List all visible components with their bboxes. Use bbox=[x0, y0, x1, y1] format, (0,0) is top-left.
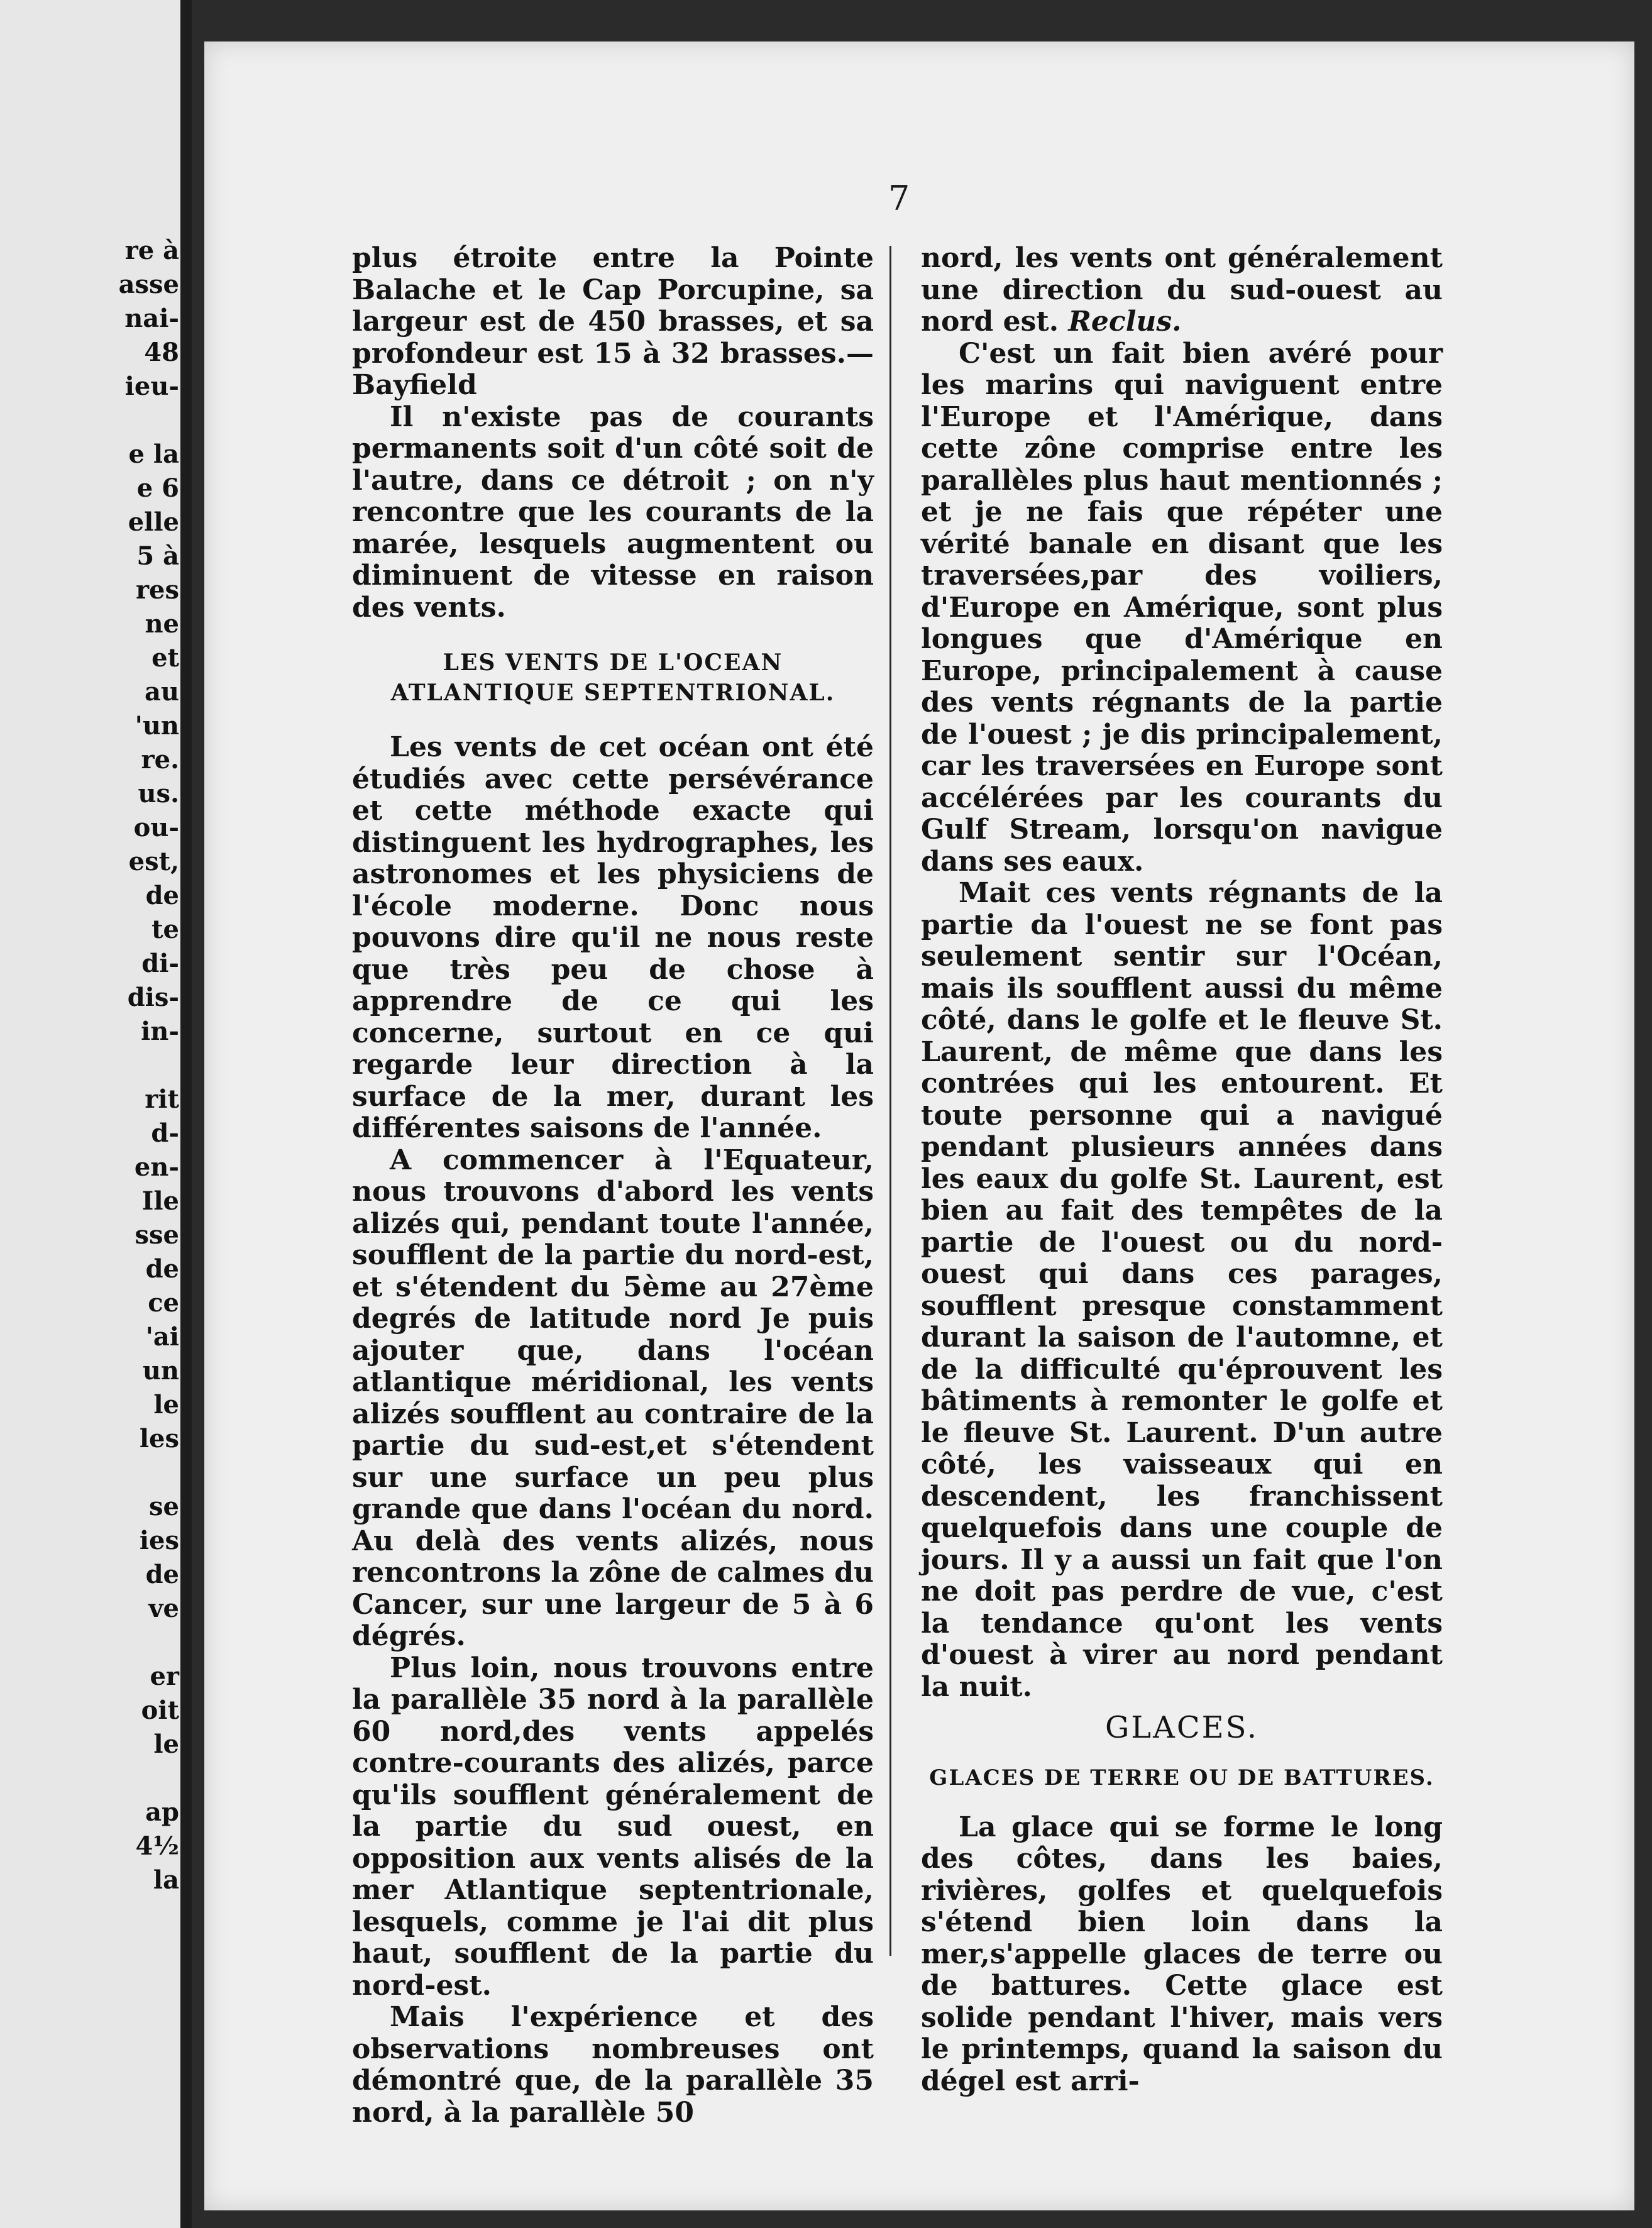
adjacent-page bbox=[0, 0, 192, 2228]
page-gutter bbox=[180, 0, 192, 2228]
citation: Reclus. bbox=[1068, 306, 1182, 338]
paragraph: C'est un fait bien avéré pour les marins qui naviguent entre l'Europe et l'Amérique, dans cette zône comprise entre les parallèles plus haut mentionnés ; et je ne fais que répéter une vérité banale en disant que les traversées,par des voiliers, d'Europe en Amérique, sont plus longues que d'Amérique en Europe, principalement à cause des vents régnants de la partie de l'ouest ; je dis principalement, car les traversées en Europe sont accélérées par les courants du Gulf Stream, lorsqu'on navigue dans ses eaux. bbox=[921, 337, 1443, 878]
paragraph: Mais l'expérience et des observations nombreuses ont démontré que, de la parallèle 35 nord, à la parallèle 50 bbox=[352, 2001, 874, 2129]
paragraph: La glace qui se forme le long des côtes, dans les baies, rivières, golfes et quelquefois s'étend bien loin dans la mer,s'appelle glaces de terre ou de battures. Cette glace est solide pendant l'hiver, mais vers le printemps, quand la saison du dégel est arri- bbox=[921, 1811, 1443, 2097]
document-page bbox=[204, 41, 1634, 2210]
section-heading: GLACES. bbox=[1104, 1710, 1259, 1745]
column-divider bbox=[889, 246, 891, 1956]
paragraph: Il n'existe pas de courants permanents soit d'un côté soit de l'autre, dans ce détroit ; on n'y rencontre que les courants de la marée, lesquels augmentent ou diminuent de vitesse en raison des vents. bbox=[352, 400, 874, 624]
section-heading: LES VENTS DE L'OCEAN ATLANTIQUE SEPTENTRIONAL. bbox=[390, 649, 835, 706]
left-column bbox=[352, 243, 874, 2129]
paragraph: Les vents de cet océan ont été étudiés avec cette persévérance et cette méthode exacte qui distinguent les hydrographes, les astronomes et les physiciens de l'école moderne. Donc nous pouvons dire qu'il ne nous reste que très peu de chose à apprendre de ce qui les concerne, surtout en ce qui regarde leur direction à la surface de la mer, durant les différentes saisons de l'année. bbox=[352, 731, 874, 1144]
page-number: 7 bbox=[888, 179, 910, 218]
paragraph: plus étroite entre la Pointe Balache et le Cap Porcupine, sa largeur est de 450 brasses, et sa profondeur est 15 à 32 brasses.—Bayfield bbox=[352, 242, 874, 401]
paragraph: Plus loin, nous trouvons entre la parallèle 35 nord à la parallèle 60 nord,des vents appelés contre-courants des alizés, parce qu'ils soufflent généralement de la partie du sud ouest, en opposition aux vents alisés de la mer Atlantique septentrionale, lesquels, comme je l'ai dit plus haut, soufflent de la partie du nord-est. bbox=[352, 1652, 874, 2002]
paragraph bbox=[921, 243, 1443, 338]
paragraph-text: nord, les vents ont généralement une direction du sud-ouest au nord est. bbox=[921, 242, 1443, 338]
paragraph: Mait ces vents régnants de la partie da l'ouest ne se font pas seulement sentir sur l'Océan, mais ils soufflent aussi du même côté, dans le golfe et le fleuve St. Laurent, de même que dans les contrées qui les entourent. Et toute personne qui a navigué pendant plusieurs années dans les eaux du golfe St. Laurent, est bien au fait des tempêtes de la partie de l'ouest ou du nord-ouest qui dans ces parages, soufflent presque constamment durant la saison de l'automne, et de la difficulté qu'éprouvent les bâtiments à remonter le golfe et le fleuve St. Laurent. D'un autre côté, les vaisseaux qui en descendent, les franchissent quelquefois dans une couple de jours. Il y a aussi un fait que l'on ne doit pas perdre de vue, c'est la tendance qu'ont les vents d'ouest à virer au nord pendant la nuit. bbox=[921, 877, 1443, 1703]
paragraph: A commencer à l'Equateur, nous trouvons d'abord les vents alizés qui, pendant toute l'année, soufflent de la partie du nord-est, et s'étendent du 5ème au 27ème degrés de latitude nord Je puis ajouter que, dans l'océan atlantique méridional, les vents alizés soufflent au contraire de la partie du sud-est,et s'étendent sur une surface un peu plus grande que dans l'océan du nord. Au delà des vents alizés, nous rencontrons la zône de calmes du Cancer, sur une largeur de 5 à 6 dégrés. bbox=[352, 1144, 874, 1652]
adjacent-page-text: re à asse nai- 48 ieu- e la e 6 elle 5 à res ne et au 'un re. us. ou- est, de te di- dis- in- rit d- en- Ile sse de ce 'ai un le les se ies de ve er oit le ap 4½ la bbox=[118, 236, 179, 1895]
right-column bbox=[921, 243, 1443, 2097]
subsection-heading: GLACES DE TERRE OU DE BATTURES. bbox=[929, 1765, 1434, 1790]
